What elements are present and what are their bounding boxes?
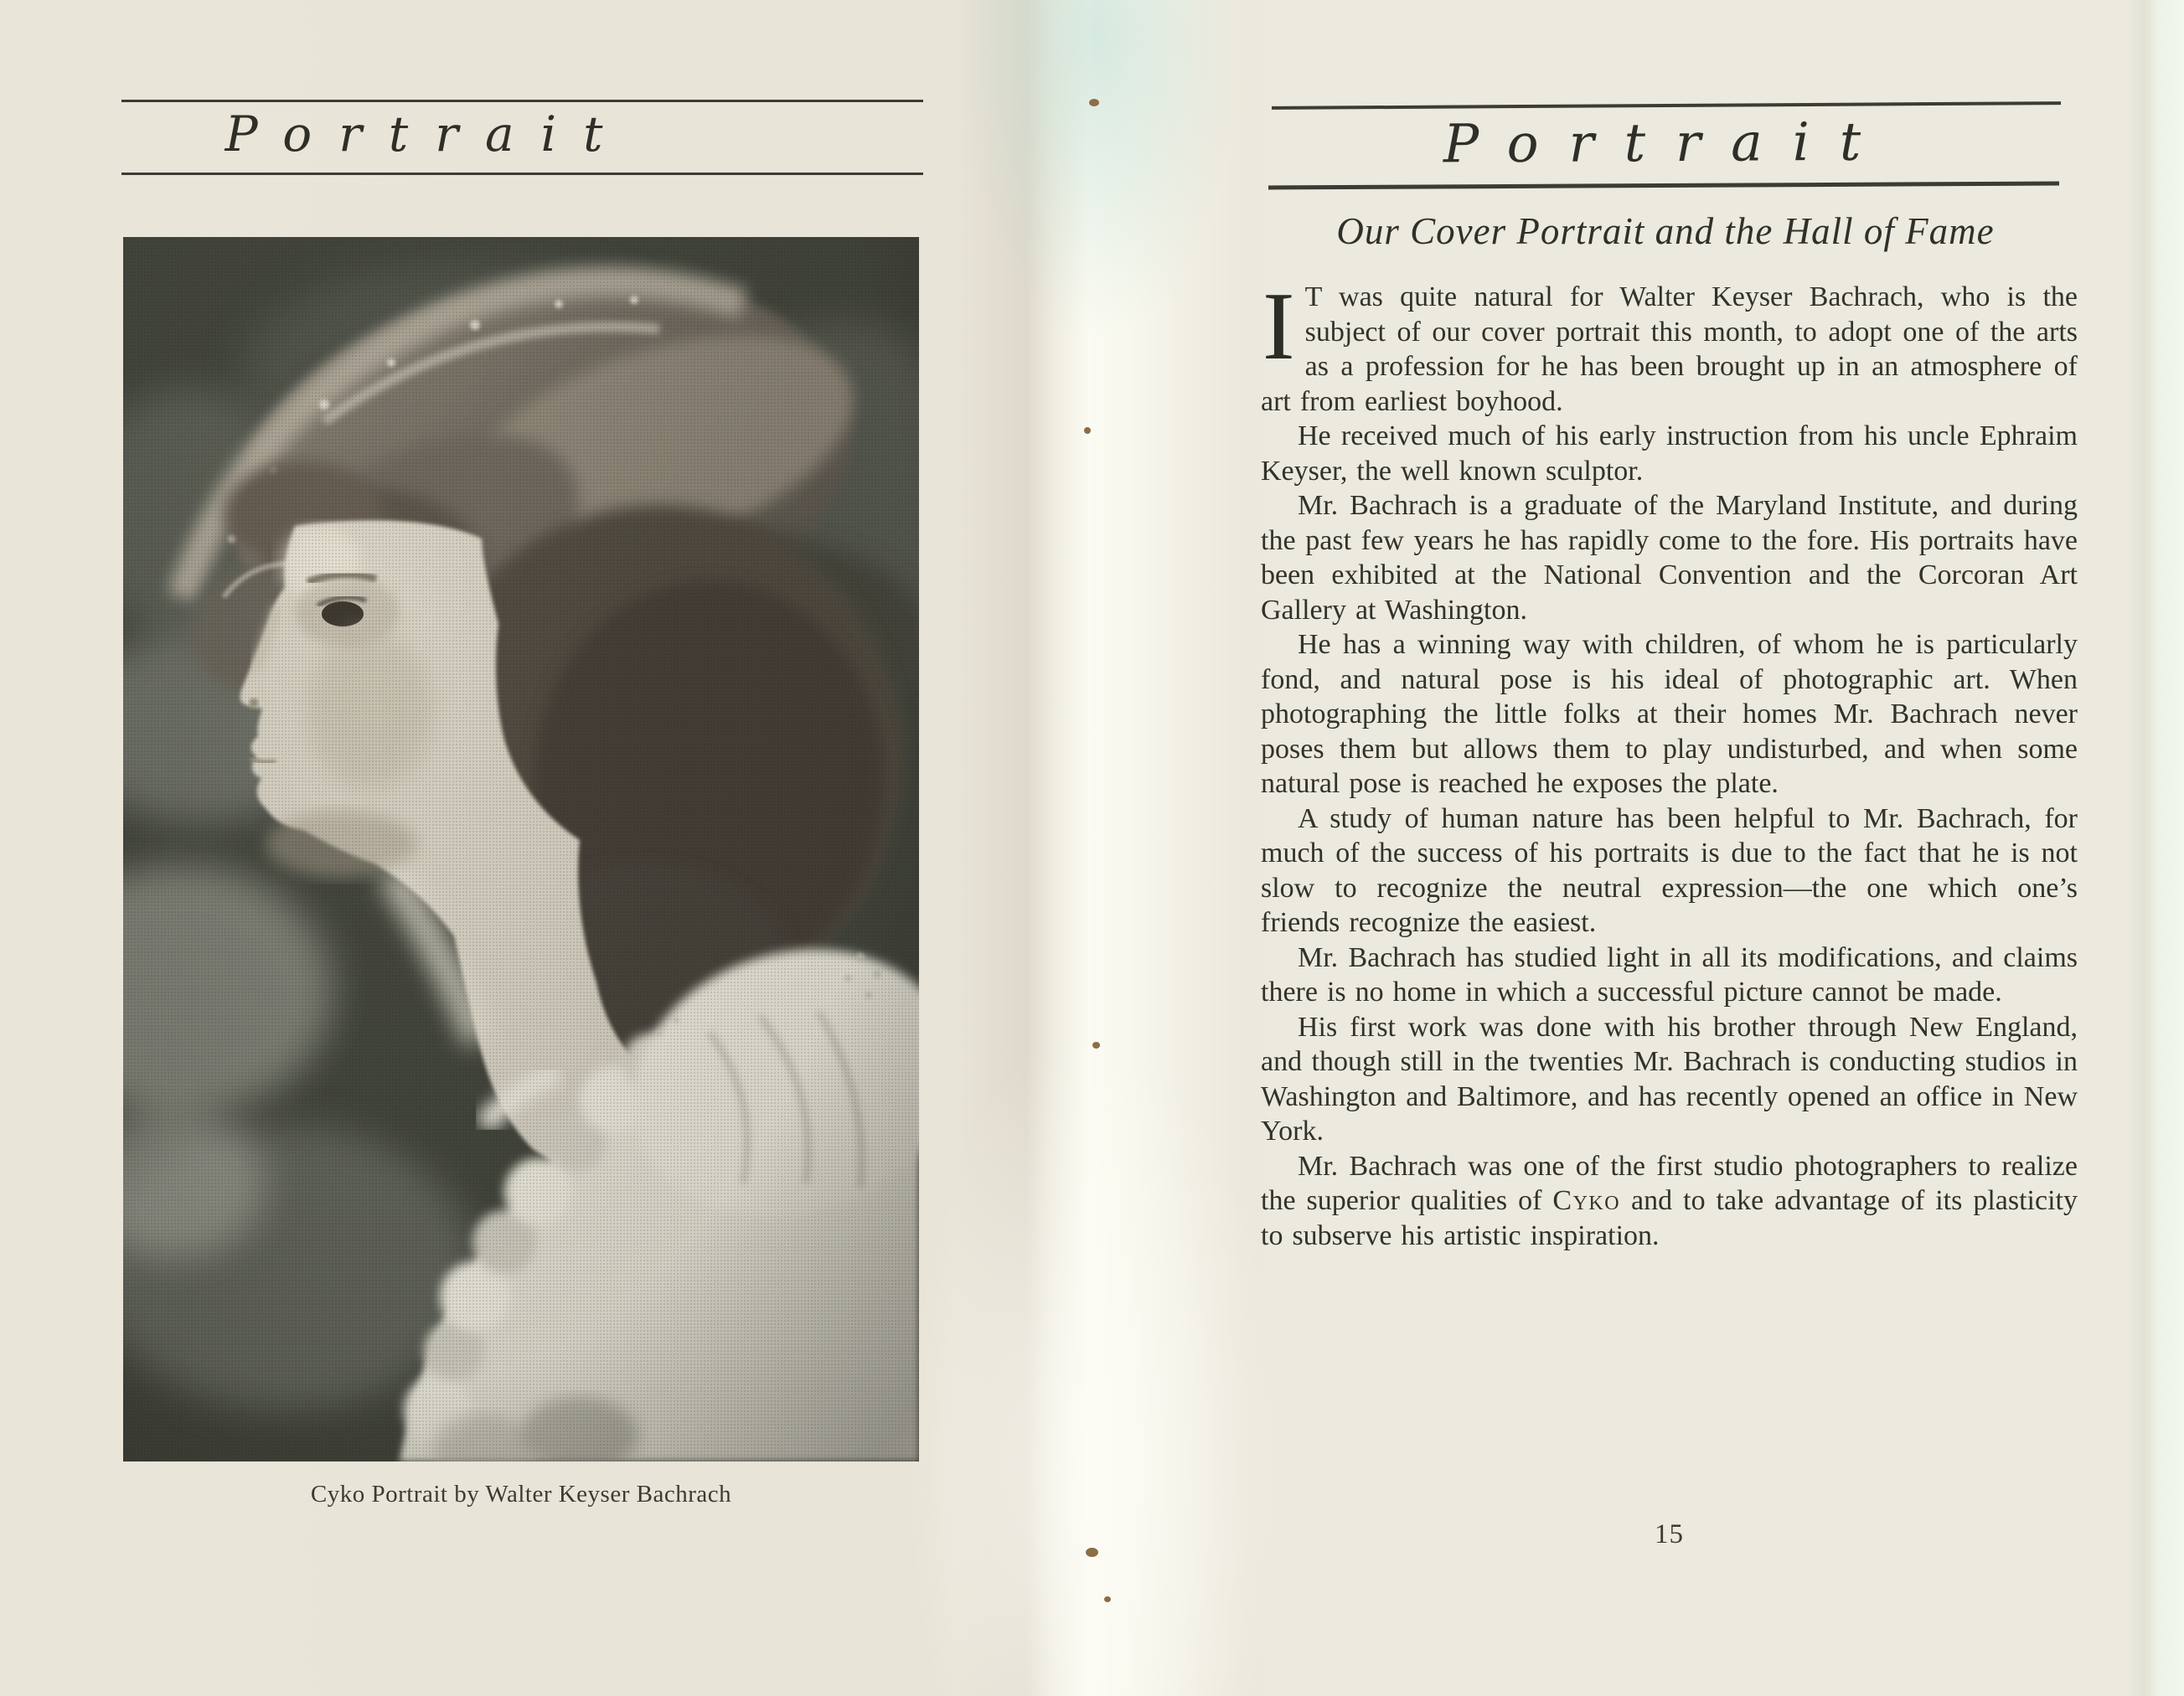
brand-name-cyko: Cyko (1552, 1185, 1621, 1216)
photo-caption: Cyko Portrait by Walter Keyser Bachrach (310, 1481, 732, 1508)
gutter-speck (1104, 1596, 1111, 1602)
article-paragraph: Mr. Bachrach is a graduate of the Maryland Institute, and during the past few years he has rapidly come to the fore. His portraits have been exhibited at the National Convention and the Corcoran Art Gallery at Washington. (1261, 490, 2078, 626)
article-paragraph: His first work was done with his brother through New England, and though still in the twenties Mr. Bachrach is conducting studios in Washington and Baltimore, and has recently opened an office in New York. (1261, 1011, 2078, 1147)
page-number: 15 (1655, 1519, 1684, 1549)
right-header-rule-bottom (1268, 182, 2059, 190)
right-header-rule-top (1272, 101, 2061, 110)
paragraph-text: T was quite natural for Walter Keyser Bachrach, who is the subject of our cover portrait this month, to adopt one of the arts as a profession for he has been brought up in an atmosphere of art from earliest boyhood. (1261, 281, 2078, 417)
article-paragraph (1261, 273, 2078, 419)
cover-portrait-photo (123, 237, 919, 1461)
article-paragraph: He has a winning way with children, of whom he is particularly fond, and natural pose is his ideal of photographic art. When photographing the little folks at their homes Mr. Bachrach never poses them but allows them to play undisturbed, and when some natural pose is reached he exposes the plate. (1261, 629, 2078, 799)
article-paragraph: A study of human nature has been helpful to Mr. Bachrach, for much of the success of his portraits is due to the fact that he is not slow to recognize the neutral expression—the one which one’s friends recognize the easiest. (1261, 802, 2078, 938)
left-header-rule-bottom (121, 173, 923, 175)
drop-cap: I (1262, 273, 1295, 380)
gutter-speck (1092, 1042, 1100, 1049)
portrait-photo-illustration (123, 237, 919, 1461)
article-body (1261, 273, 2078, 1253)
paragraph-text: and to take advantage of its plasticity to subserve his artistic inspiration. (1261, 1185, 2078, 1251)
paragraph-text: Mr. Bachrach was one of the first studio photographers to realize the superior qualities of (1261, 1150, 2078, 1216)
left-page-header-title: Portrait (225, 106, 630, 162)
gutter-speck (1086, 1548, 1098, 1557)
right-page-header-title: Portrait (1443, 111, 1892, 175)
left-header-rule-top (121, 100, 923, 102)
article-paragraph (1261, 1149, 2078, 1254)
article-title: Our Cover Portrait and the Hall of Fame (1336, 210, 1995, 252)
article-paragraph: He received much of his early instruction from his uncle Ephraim Keyser, the well known sculptor. (1261, 420, 2078, 487)
article-paragraph: Mr. Bachrach has studied light in all its modifications, and claims there is no home in which a successful picture cannot be made. (1261, 941, 2078, 1008)
gutter-speck (1089, 99, 1099, 106)
gutter-speck (1084, 427, 1091, 434)
